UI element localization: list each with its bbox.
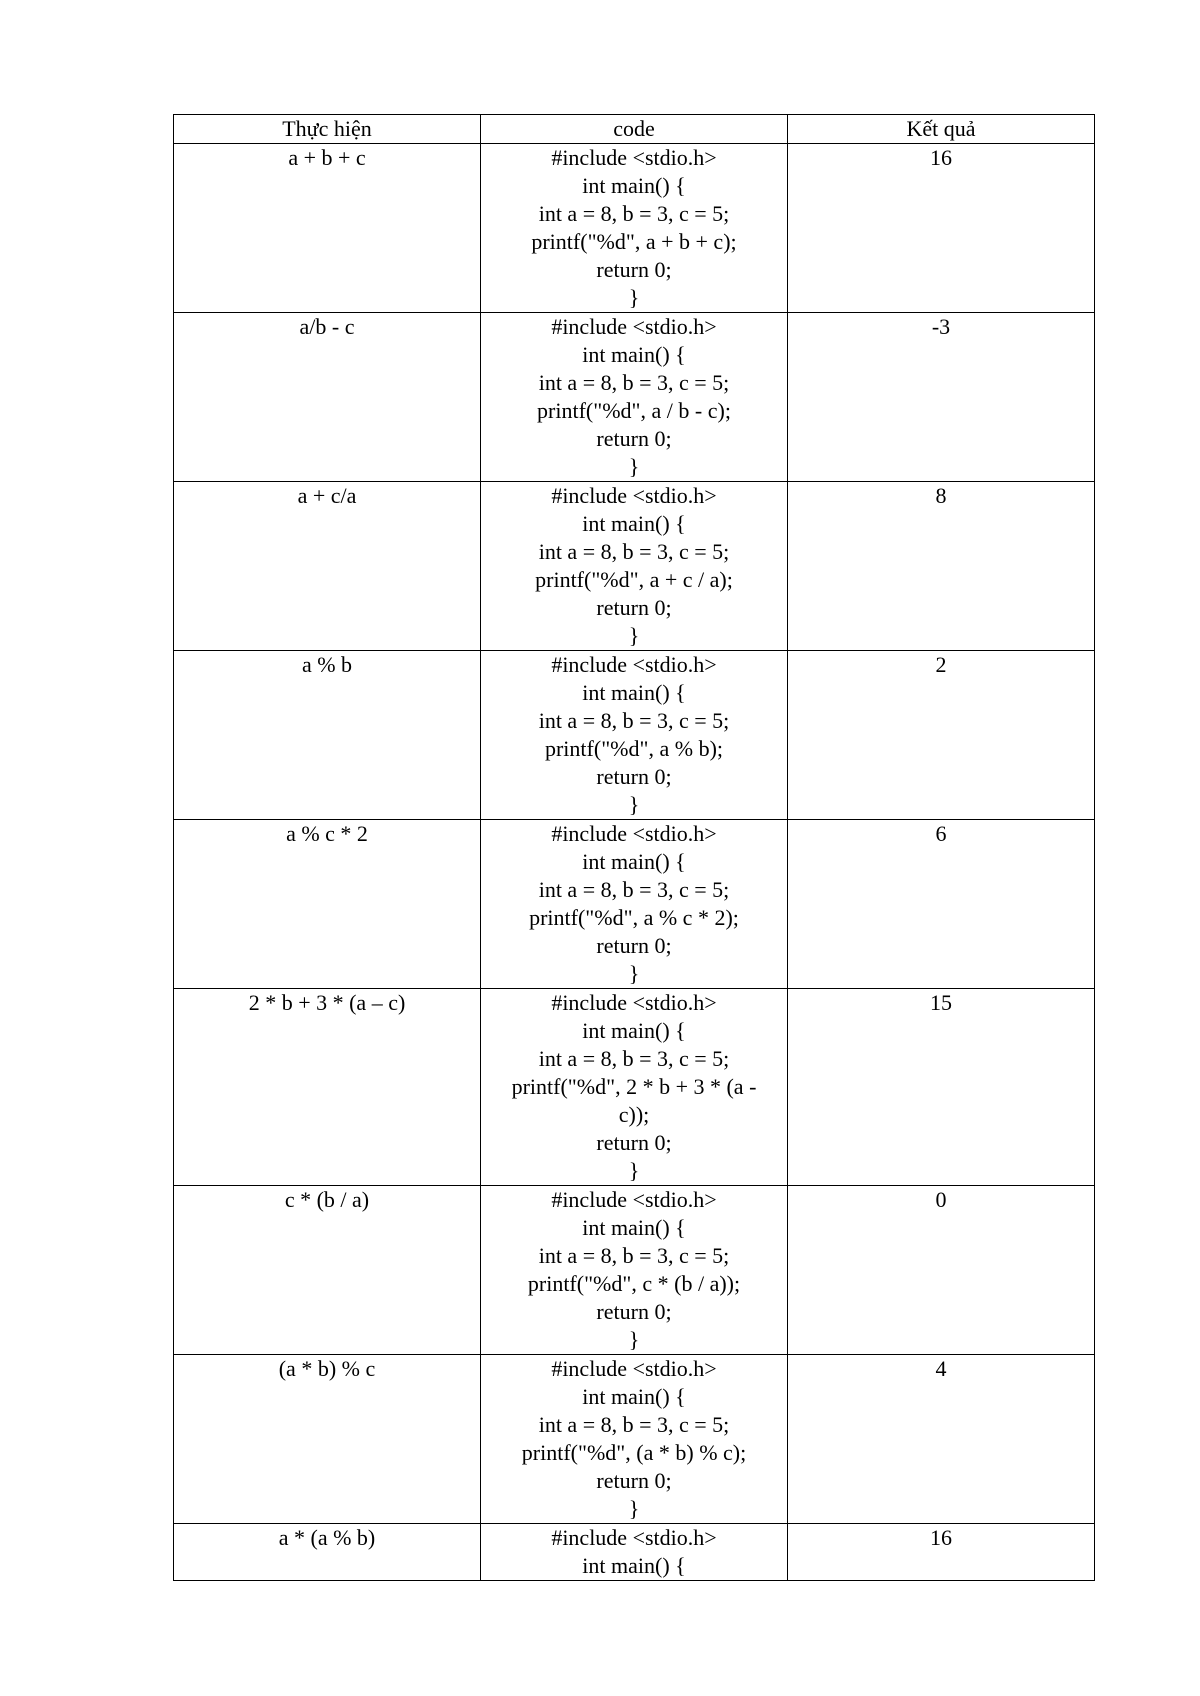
- code-line: #include <stdio.h>: [551, 652, 717, 677]
- code-line: int a = 8, b = 3, c = 5;: [538, 539, 730, 564]
- code-cell: [481, 482, 788, 651]
- header-expression: Thực hiện: [174, 115, 481, 144]
- code-line: }: [628, 1158, 640, 1183]
- code-cell: [481, 1524, 788, 1581]
- header-row: [174, 115, 1095, 144]
- table-row: [174, 482, 1095, 651]
- expression-cell: a % b: [174, 651, 481, 820]
- code-line: int a = 8, b = 3, c = 5;: [538, 1412, 730, 1437]
- code-line: #include <stdio.h>: [551, 483, 717, 508]
- result-cell: 2: [788, 651, 1095, 820]
- expression-cell: 2 * b + 3 * (a – c): [174, 989, 481, 1186]
- table-row: [174, 989, 1095, 1186]
- code-line: int a = 8, b = 3, c = 5;: [538, 1046, 730, 1071]
- code-line: #include <stdio.h>: [551, 990, 717, 1015]
- result-cell: 15: [788, 989, 1095, 1186]
- code-line: printf("%d", a / b - c);: [537, 398, 731, 423]
- table-row: [174, 820, 1095, 989]
- header-code: code: [481, 115, 788, 144]
- expression-cell: a % c * 2: [174, 820, 481, 989]
- code-line: }: [628, 792, 640, 817]
- table-row: [174, 651, 1095, 820]
- code-line: #include <stdio.h>: [551, 1356, 717, 1381]
- code-line: int a = 8, b = 3, c = 5;: [538, 370, 730, 395]
- code-cell: [481, 313, 788, 482]
- code-line: return 0;: [596, 1468, 672, 1493]
- code-line: printf("%d", a + c / a);: [535, 567, 733, 592]
- result-cell: 0: [788, 1186, 1095, 1355]
- expression-cell: a + c/a: [174, 482, 481, 651]
- table-row: [174, 1355, 1095, 1524]
- code-line: #include <stdio.h>: [551, 145, 717, 170]
- code-line: #include <stdio.h>: [551, 314, 717, 339]
- code-line: printf("%d", c * (b / a));: [527, 1271, 741, 1296]
- code-cell: [481, 820, 788, 989]
- code-line: #include <stdio.h>: [551, 1187, 717, 1212]
- result-cell: -3: [788, 313, 1095, 482]
- expression-cell: (a * b) % c: [174, 1355, 481, 1524]
- result-cell: 4: [788, 1355, 1095, 1524]
- code-line: int main() {: [582, 1215, 686, 1240]
- code-cell: [481, 989, 788, 1186]
- code-line: int a = 8, b = 3, c = 5;: [538, 877, 730, 902]
- expression-cell: a + b + c: [174, 144, 481, 313]
- table-header: [174, 115, 1095, 144]
- code-line: }: [628, 623, 640, 648]
- code-line: int a = 8, b = 3, c = 5;: [538, 201, 730, 226]
- code-line: int main() {: [582, 849, 686, 874]
- table-row: [174, 1186, 1095, 1355]
- code-cell: [481, 1186, 788, 1355]
- result-cell: 16: [788, 144, 1095, 313]
- result-cell: 8: [788, 482, 1095, 651]
- code-cell: [481, 1355, 788, 1524]
- table-body: [174, 144, 1095, 1581]
- expression-cell: a/b - c: [174, 313, 481, 482]
- expression-cell: a * (a % b): [174, 1524, 481, 1581]
- code-cell: [481, 651, 788, 820]
- code-line: return 0;: [596, 595, 672, 620]
- code-line: int main() {: [582, 1384, 686, 1409]
- code-cell: [481, 144, 788, 313]
- code-line: }: [628, 454, 640, 479]
- results-table: [173, 114, 1095, 1581]
- header-result: Kết quả: [788, 115, 1095, 144]
- result-cell: 16: [788, 1524, 1095, 1581]
- code-line: }: [628, 961, 640, 986]
- code-line: return 0;: [596, 257, 672, 282]
- code-line: return 0;: [596, 764, 672, 789]
- table-row: [174, 144, 1095, 313]
- code-line: return 0;: [596, 426, 672, 451]
- code-line: printf("%d", a + b + c);: [531, 229, 737, 254]
- code-line: int main() {: [582, 173, 686, 198]
- code-line: return 0;: [596, 1130, 672, 1155]
- code-line: #include <stdio.h>: [551, 821, 717, 846]
- table-row: [174, 313, 1095, 482]
- code-line: printf("%d", a % c * 2);: [529, 905, 739, 930]
- code-line: }: [628, 285, 640, 310]
- code-line: int main() {: [582, 1018, 686, 1043]
- code-line: int main() {: [582, 1553, 686, 1578]
- code-line: int a = 8, b = 3, c = 5;: [538, 1243, 730, 1268]
- code-line: int main() {: [582, 680, 686, 705]
- code-line: }: [628, 1327, 640, 1352]
- code-line: printf("%d", a % b);: [544, 736, 724, 761]
- result-cell: 6: [788, 820, 1095, 989]
- code-line: #include <stdio.h>: [551, 1525, 717, 1550]
- code-line: printf("%d", (a * b) % c);: [521, 1440, 747, 1465]
- table-row: [174, 1524, 1095, 1581]
- code-line: return 0;: [596, 1299, 672, 1324]
- code-line: int a = 8, b = 3, c = 5;: [538, 708, 730, 733]
- expression-cell: c * (b / a): [174, 1186, 481, 1355]
- code-line: int main() {: [582, 342, 686, 367]
- code-line: return 0;: [596, 933, 672, 958]
- code-line: printf("%d", 2 * b + 3 * (a - c));: [511, 1074, 757, 1127]
- code-line: int main() {: [582, 511, 686, 536]
- code-line: }: [628, 1496, 640, 1521]
